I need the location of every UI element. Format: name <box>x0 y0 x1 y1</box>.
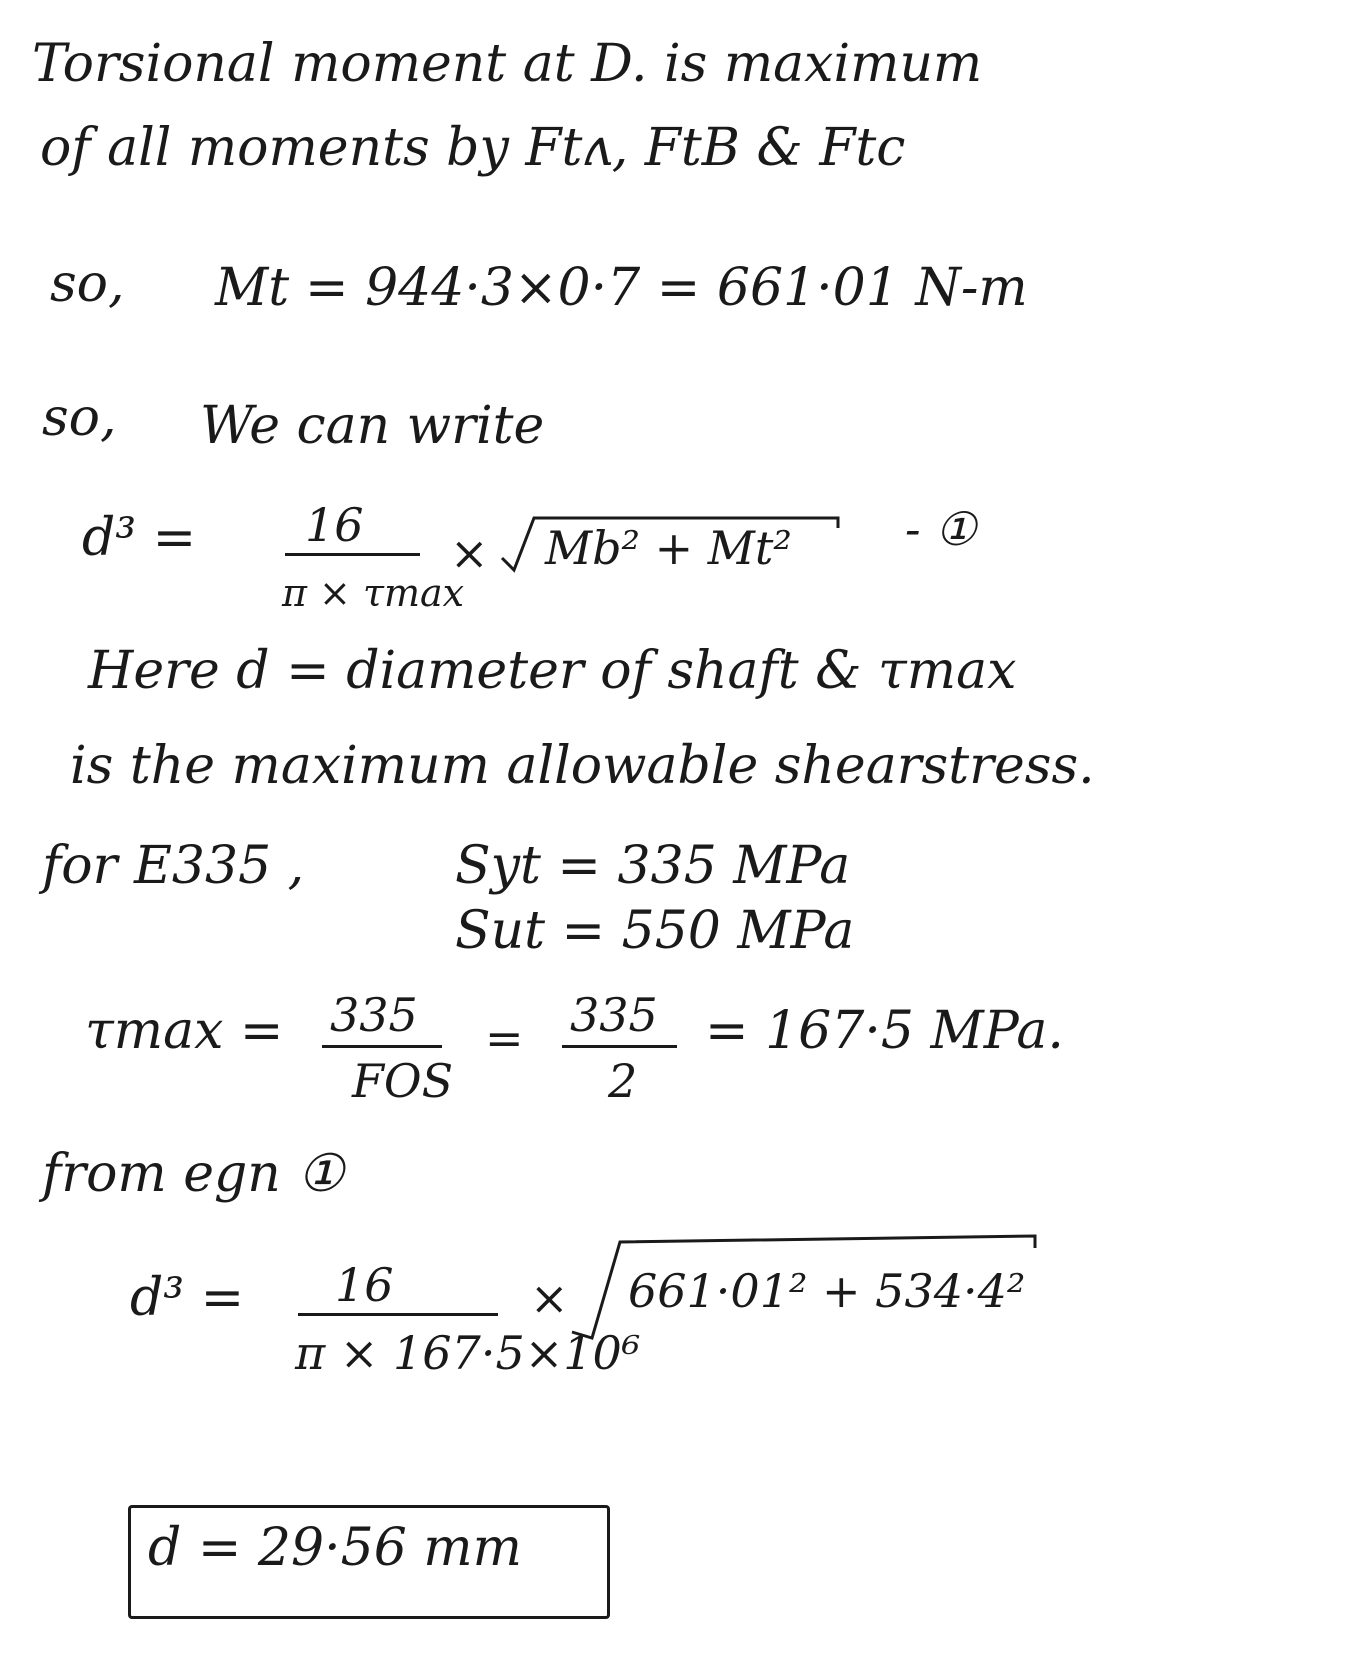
tau-numerator-2: 335 <box>570 988 658 1042</box>
tau-denominator-1: FOS <box>352 1054 454 1108</box>
eq1-radicand: Mb² + Mt² <box>545 521 792 575</box>
eq2-denominator: π × 167·5×10⁶ <box>295 1326 641 1380</box>
eq1-tag: - ① <box>905 502 977 556</box>
eq1-times: × <box>450 526 489 580</box>
line-all-moments: of all moments by Ftʌ, FtB & Ftc <box>40 118 906 178</box>
tau-denominator-2: 2 <box>608 1054 638 1108</box>
eq1-fraction-bar <box>285 553 420 556</box>
we-can-write: We can write <box>200 396 545 456</box>
mt-symbol: Mt <box>215 258 290 318</box>
eq1-denominator: π × τmax <box>282 571 465 615</box>
eq2-fraction-bar <box>298 1313 498 1316</box>
final-diameter-answer: d = 29·56 mm <box>148 1518 522 1578</box>
syt-value: Syt = 335 MPa <box>455 836 851 896</box>
eq2-lhs: d³ = <box>130 1268 245 1328</box>
tau-result: = 167·5 MPa. <box>705 1001 1064 1061</box>
here-line-2: is the maximum allowable shearstress. <box>70 736 1095 796</box>
tau-fraction-bar-1 <box>322 1045 442 1048</box>
mt-equation: = 944·3×0·7 = 661·01 N-m <box>305 258 1028 318</box>
eq1-numerator: 16 <box>305 498 364 552</box>
so-label-2: so, <box>42 388 117 448</box>
from-equation-label: from egn ① <box>42 1144 344 1204</box>
eq1-lhs: d³ = <box>82 508 197 568</box>
line-torsional-moment: Torsional moment at D. is maximum <box>32 34 983 94</box>
here-line-1: Here d = diameter of shaft & τmax <box>88 641 1017 701</box>
eq2-times: × <box>530 1271 569 1325</box>
so-label-1: so, <box>50 254 125 314</box>
tau-numerator-1: 335 <box>330 988 418 1042</box>
eq2-radicand: 661·01² + 534·4² <box>628 1264 1026 1318</box>
eq2-numerator: 16 <box>335 1258 394 1312</box>
sut-value: Sut = 550 MPa <box>455 901 855 961</box>
material-label: for E335 , <box>42 836 305 896</box>
tau-fraction-bar-2 <box>562 1045 677 1048</box>
tau-equals-2: = <box>485 1011 524 1065</box>
tau-lhs: τmax = <box>85 1001 284 1061</box>
